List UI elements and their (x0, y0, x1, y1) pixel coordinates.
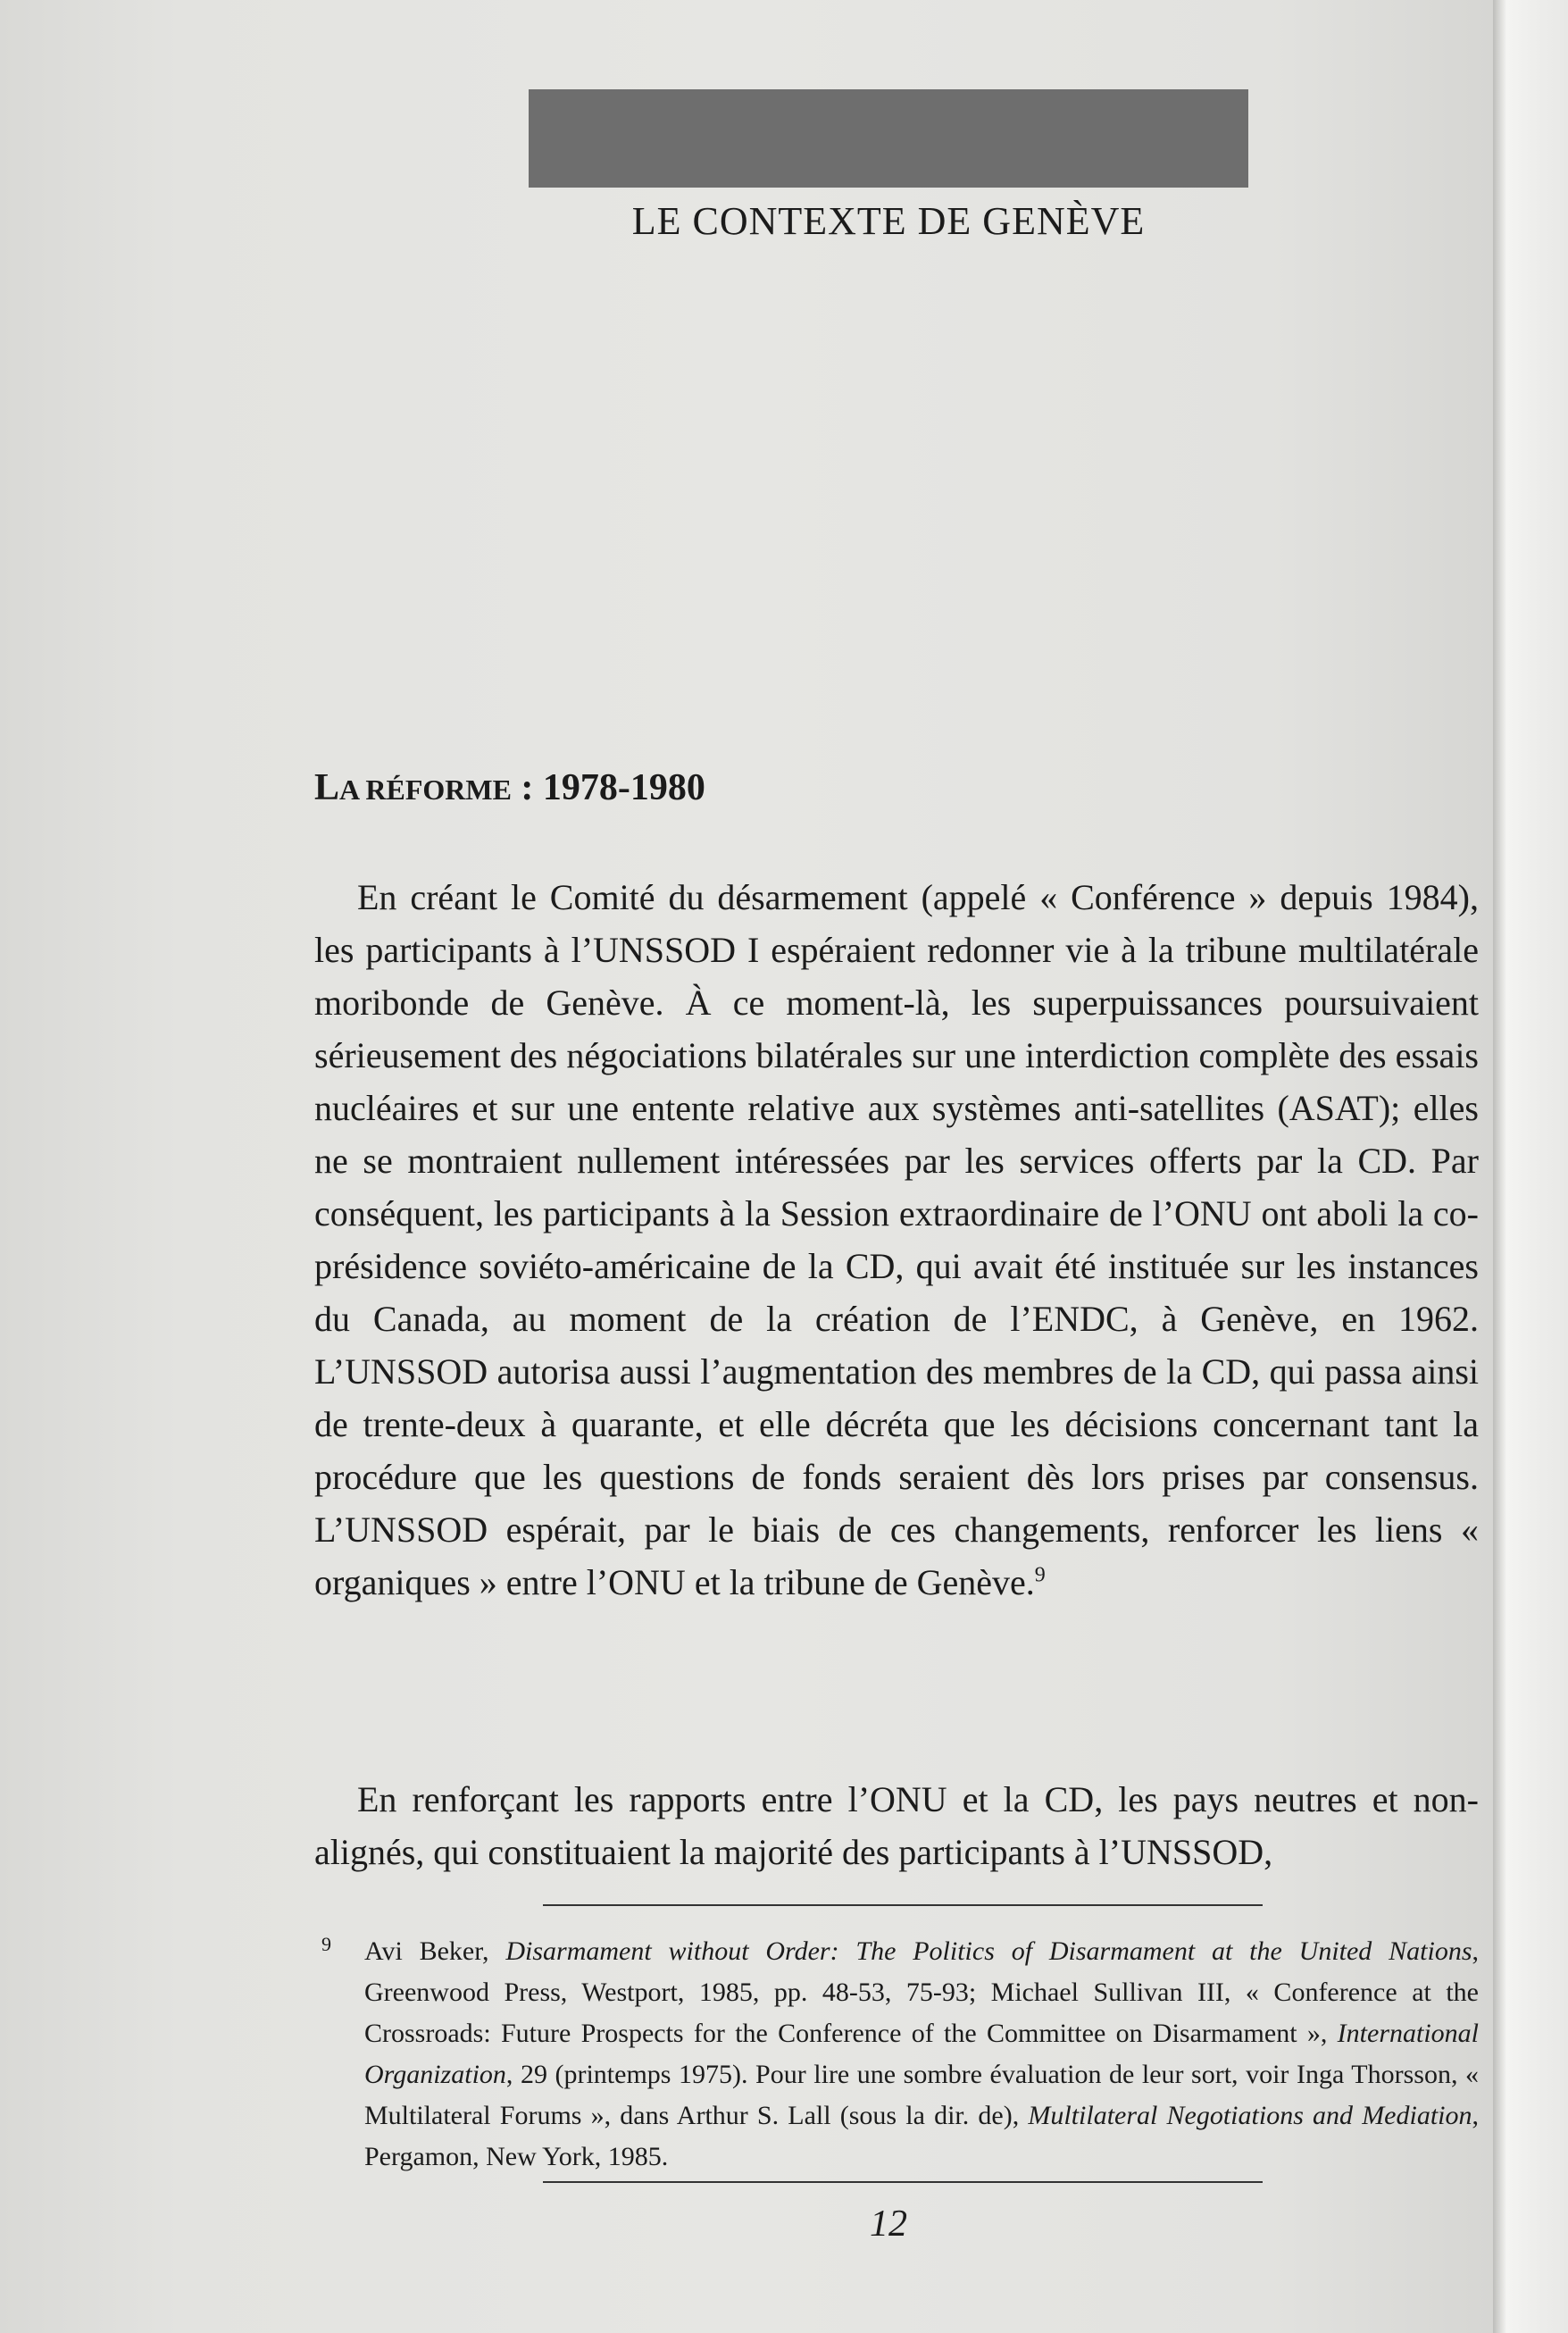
footnote-body (364, 1931, 1479, 2178)
footnote-title: Disarmament without Order: The Politics of Disarmament at the United Nations (505, 1936, 1472, 1966)
heading-first-letter: L (314, 767, 340, 808)
header-bar (529, 89, 1248, 188)
heading-small-caps: A RÉFORME (339, 773, 512, 806)
footnote-text: , 29 (printemps 1975). Pour lire une sombre évaluation de leur sort, voir Inga Thorsson, « Multilateral Forums », dans Arthur S. Lall (sous la dir. de), (364, 2060, 1479, 2130)
footnote-title: International Organization (364, 2019, 1479, 2089)
footnote-rule (543, 1904, 1263, 1906)
footnote (321, 1931, 1479, 2178)
footnote-title: Multilateral Negotiations and Mediation (1028, 2101, 1472, 2130)
paragraph-1 (314, 871, 1479, 1609)
footnote-text: Avi Beker, (364, 1936, 506, 1966)
paragraph-2-text: En renforçant les rapports entre l’ONU et la CD, les pays neutres et non-alignés, qui constituaient la majorité des participants à l’UNSSOD, (314, 1779, 1479, 1872)
page-edge (1493, 0, 1568, 2333)
footnote-ref: 9 (1034, 1563, 1046, 1587)
heading-separator: : (511, 767, 543, 808)
paragraph-2 (314, 1773, 1479, 1878)
footnote-text: , Greenwood Press, Westport, 1985, pp. 48-53, 75-93; Michael Sullivan III, « Conference at the Crossroads: Future Prospects for the Conference of the Committee on Disarmament », (364, 1936, 1479, 2048)
page-number: 12 (870, 2203, 907, 2245)
footnote-text: , Pergamon, New York, 1985. (364, 2101, 1480, 2171)
footnote-number: 9 (321, 1933, 331, 1955)
heading-years: 1978-1980 (542, 767, 705, 808)
running-head: LE CONTEXTE DE GENÈVE (631, 199, 1146, 243)
paragraph-1-text: En créant le Comité du désarmement (appelé « Conférence » depuis 1984), les participants à l’UNSSOD I espéraient redonner vie à la tribune multilatérale moribonde de Genève. À ce moment-là, les superpuissances poursuivaient sérieusement des négociations bilatérales sur une interdiction complète des essais nucléaires et sur une entente relative aux systèmes anti-satellites (ASAT); elles ne se montraient nullement intéressées par les services offerts par la CD. Par conséquent, les participants à la Session extraordinaire de l’ONU ont aboli la co-présidence soviéto-américaine de la CD, qui avait été instituée sur les instances du Canada, au moment de la création de l’ENDC, à Genève, en 1962. L’UNSSOD autorisa aussi l’augmentation des membres de la CD, qui passa ainsi de trente-deux à quarante, et elle décréta que les décisions concernant tant la procédure que les questions de fonds seraient dès lors prises par consensus. L’UNSSOD espérait, par le biais de ces changements, renforcer les liens « organiques » entre l’ONU et la tribune de Genève. (314, 877, 1479, 1602)
bottom-rule (543, 2181, 1263, 2183)
section-heading (314, 766, 705, 809)
